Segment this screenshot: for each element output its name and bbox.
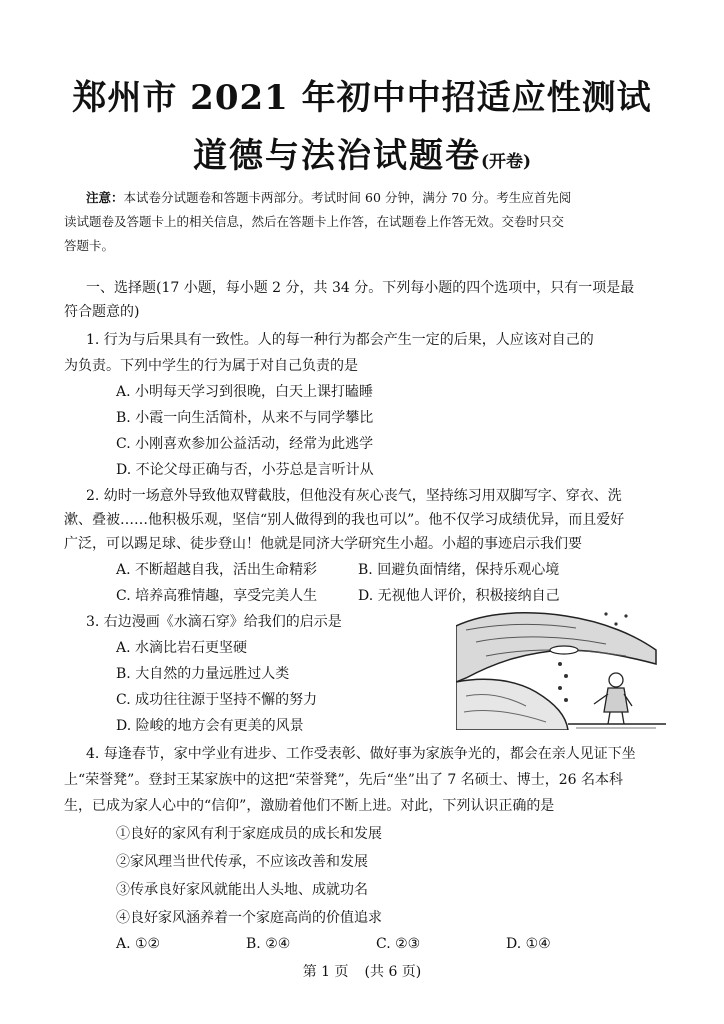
q2-option-c: C. 培养高雅情趣，享受完美人生: [116, 588, 318, 604]
q4-stem-line-2: 上“荣誉凳”。登封王某家族中的这把“荣誉凳”，先后“坐”出了 7 名硕士、博士，26 名本科: [64, 772, 624, 788]
q2-stem-line-1: 2. 幼时一场意外导致他双臂截肢，但他没有灰心丧气，坚持练习用双脚写字、穿衣、洗: [86, 488, 622, 504]
q4-statement-2: ②家风理当世代传承，不应该改善和发展: [116, 854, 368, 870]
q1-stem-line-1: 1. 行为与后果具有一致性。人的每一种行为都会产生一定的后果，人应该对自己的: [86, 332, 594, 348]
q4-option-a: A. ①②: [116, 936, 161, 952]
q4-option-c: C. ②③: [376, 936, 421, 952]
q4-stem-line-1: 4. 每逢春节，家中学业有进步、工作受表彰、做好事为家族争光的，都会在亲人见证下坐: [86, 746, 636, 762]
page-total: (共 6 页): [364, 964, 422, 980]
notice-line-3: 答题卡。: [64, 238, 115, 253]
notice-line-1: 注意：本试卷分试题卷和答题卡两部分。考试时间 60 分钟，满分 70 分。考生应首先阅: [86, 190, 572, 205]
q3-option-d: D. 险峻的地方会有更美的风景: [116, 718, 304, 734]
q2-option-b: B. 回避负面情绪，保持乐观心境: [358, 562, 560, 578]
q1-option-b: B. 小霞一向生活简朴，从来不与同学攀比: [116, 410, 374, 426]
q2-option-a: A. 不断超越自我，活出生命精彩: [116, 562, 318, 578]
q2-stem-line-3: 广泛，可以踢足球、徒步登山！他就是同济大学研究生小超。小超的事迹启示我们要: [64, 536, 582, 552]
notice-label: 注意：: [86, 190, 124, 205]
exam-title: 郑州市 2021 年初中中招适应性测试: [72, 78, 652, 118]
q3-option-a: A. 水滴比岩石更坚硬: [116, 640, 248, 656]
notice-line-2: 读试题卷及答题卡上的相关信息，然后在答题卡上作答，在试题卷上作答无效。交卷时只交: [64, 214, 565, 229]
q1-option-c: C. 小刚喜欢参加公益活动，经常为此逃学: [116, 436, 374, 452]
subtitle-text: 道德与法治试题卷: [192, 136, 481, 176]
q1-option-a: A. 小明每天学习到很晚，白天上课打瞌睡: [116, 384, 374, 400]
q4-statement-4: ④良好家风涵养着一个家庭高尚的价值追求: [116, 910, 382, 926]
q3-option-b: B. 大自然的力量远胜过人类: [116, 666, 290, 682]
q2-stem-line-2: 漱、叠被……他积极乐观，坚信“别人做得到的我也可以”。他不仅学习成绩优异，而且爱好: [64, 512, 625, 528]
q4-option-b: B. ②④: [246, 936, 291, 952]
subtitle-tag: (开卷): [480, 152, 532, 172]
q2-option-d: D. 无视他人评价，积极接纳自己: [358, 588, 560, 604]
section-heading-line-1: 一、选择题(17 小题，每小题 2 分，共 34 分。下列每小题的四个选项中，只有一项是最: [86, 280, 635, 296]
q4-statement-3: ③传承良好家风就能出人头地、成就功名: [116, 882, 368, 898]
page-number: 第 1 页: [302, 964, 349, 980]
exam-subtitle: [0, 134, 724, 184]
q4-stem-line-3: 生，已成为家人心中的“信仰”，激励着他们不断上进。对此，下列认识正确的是: [64, 798, 555, 814]
q4-option-d: D. ①④: [506, 936, 551, 952]
q1-stem-line-2: 为负责。下列中学生的行为属于对自己负责的是: [64, 358, 358, 374]
q3-option-c: C. 成功往往源于坚持不懈的努力: [116, 692, 318, 708]
page-footer: [0, 962, 724, 982]
q4-statement-1: ①良好的家风有利于家庭成员的成长和发展: [116, 826, 382, 842]
q1-option-d: D. 不论父母正确与否，小芬总是言听计从: [116, 462, 374, 478]
q3-stem: 3. 右边漫画《水滴石穿》给我们的启示是: [86, 614, 342, 630]
water-drop-cartoon: [456, 606, 666, 730]
section-heading-line-2: 符合题意的): [64, 304, 140, 320]
